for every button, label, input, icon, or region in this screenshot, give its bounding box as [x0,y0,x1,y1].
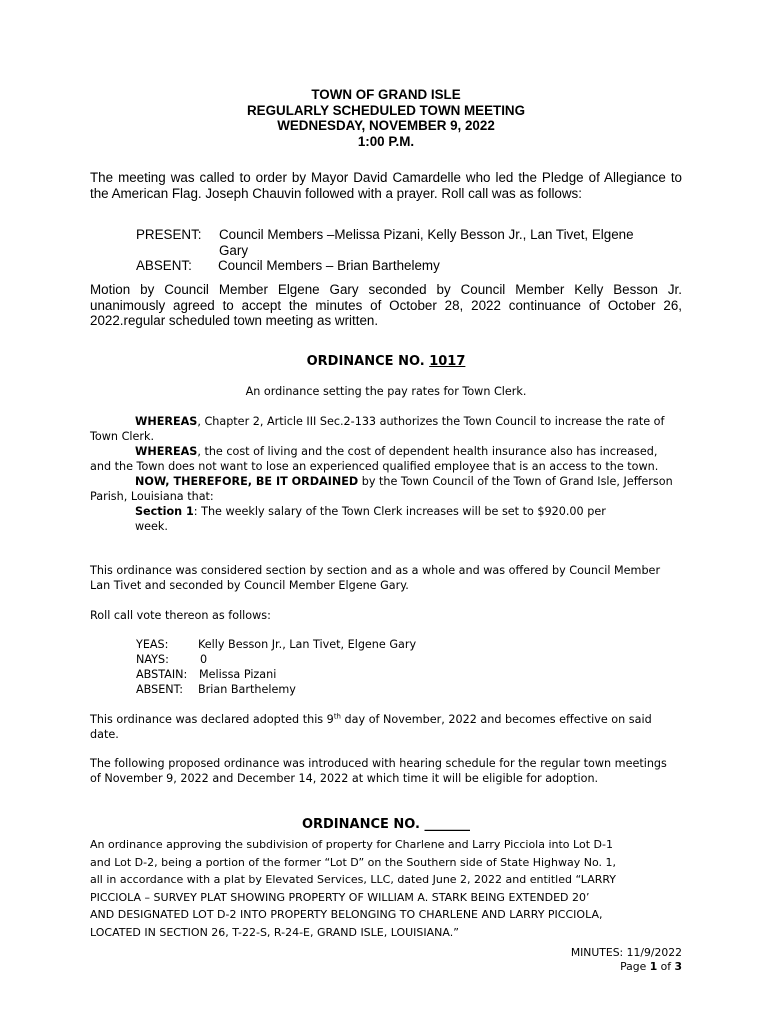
absent-row [136,258,684,274]
nays-value: 0 [200,653,208,666]
ordinance-blank-title: ORDINANCE NO. _______ [301,817,471,832]
intro-paragraph: The meeting was called to order by Mayor David Camardelle who led the Pledge of Allegiance to the American Flag. Joseph Chauvin followed with a prayer. Roll call was as follows: [90,170,682,201]
ordinance-2-line-1: An ordinance approving the subdivision of property for Charlene and Larry Picciola into Lot D-1 [90,838,613,851]
ordained-clause [90,474,675,504]
whereas-1-text: , Chapter 2, Article III Sec.2-133 authorizes the Town Council to increase the rate of Town Clerk. [90,415,665,443]
page-footer [571,946,682,974]
vote-absent-value: Brian Barthelemy [198,683,296,696]
whereas-2-bold: WHEREAS [135,445,198,458]
proposed-paragraph: The following proposed ordinance was introduced with hearing schedule for the regular town meetings of November 9, 2022 and December 14, 2022 at which time it will be eligible for adoption. [90,757,667,785]
yeas-label: YEAS: [136,638,169,651]
abstain-label: ABSTAIN: [136,668,188,681]
footer-page-number [571,960,682,974]
footer-minutes: MINUTES: 11/9/2022 [570,946,682,959]
adopted-post: day of November, 2022 and becomes effective on said date. [90,713,652,741]
present-row [136,227,684,243]
absent-label: ABSENT: [136,258,192,273]
vote-table [136,637,636,697]
ordinance-1017-title [90,354,682,369]
ordinance-number: 1017 [429,354,466,369]
page-total: 3 [674,960,682,973]
absent-value: Council Members – Brian Barthelemy [218,258,440,273]
ordinance-2-line-5: AND DESIGNATED LOT D-2 INTO PROPERTY BELONGING TO CHARLENE AND LARRY PICCIOLA, [90,908,603,922]
present-row-cont [136,243,684,259]
header-town: TOWN OF GRAND ISLE [311,87,461,102]
whereas-2 [90,444,675,474]
whereas-1 [90,414,675,444]
header-meeting: REGULARLY SCHEDULED TOWN MEETING [247,102,525,118]
section-1 [90,504,635,534]
adopted-paragraph [90,712,680,742]
ordinance-2-line-6: LOCATED IN SECTION 26, T-22-S, R-24-E, GRAND ISLE, LOUISIANA.” [90,925,459,939]
section-1-bold: Section 1 [135,505,194,518]
ordinance-1017-body [90,414,675,534]
adopted-superscript: th [333,712,341,721]
ordinance-2-line-3: all in accordance with a plat by Elevated Services, LLC, dated June 2, 2022 and entitled “LARRY [90,873,617,887]
ordained-text: by the Town Council of the Town of Grand Isle, Jefferson Parish, Louisiana that: [90,475,673,503]
section-1-text: : The weekly salary of the Town Clerk increases will be set to $920.00 per week. [135,505,606,533]
ordinance-2-line-2: and Lot D-2, being a portion of the former “Lot D” on the Southern side of State Highway No. 1, [90,855,616,869]
vote-row-abstain [136,667,636,682]
ordinance-title-prefix: ORDINANCE NO. [306,354,425,369]
header-time: 1:00 P.M. [357,133,415,149]
document-header [90,87,682,149]
rollcall-intro: Roll call vote thereon as follows: [90,609,271,622]
whereas-1-bold: WHEREAS [135,415,198,428]
attendance-block [136,227,684,274]
vote-absent-label: ABSENT: [136,683,184,696]
vote-row-nays [136,652,636,667]
page-prefix: Page [620,960,650,973]
page-of: of [657,960,675,973]
adopted-pre: This ordinance was declared adopted this 9 [90,713,334,726]
yeas-value: Kelly Besson Jr., Lan Tivet, Elgene Gary [198,638,417,651]
abstain-value: Melissa Pizani [199,668,277,681]
vote-row-yeas [136,637,636,652]
motion-paragraph: Motion by Council Member Elgene Gary seconded by Council Member Kelly Besson Jr. unanimously agreed to accept the minutes of October 28, 2022 continuance of October 26, 2022.regular scheduled town meeting as written. [90,282,682,328]
ordinance-1017-subtitle: An ordinance setting the pay rates for Town Clerk. [245,385,527,398]
ordinance-2-line-4: PICCIOLA – SURVEY PLAT SHOWING PROPERTY OF WILLIAM A. STARK BEING EXTENDED 20’ [90,890,590,904]
header-date: WEDNESDAY, NOVEMBER 9, 2022 [277,118,495,133]
ordinance-2-body [90,836,690,942]
nays-label: NAYS: [136,653,169,666]
page-current: 1 [649,960,658,973]
present-label: PRESENT: [136,227,202,242]
present-value-cont: Gary [219,242,249,258]
ordained-bold: NOW, THEREFORE, BE IT ORDAINED [135,475,359,488]
whereas-2-text: , the cost of living and the cost of dependent health insurance also has increased, and the Town does not want to lose an experienced qualified employee that is an access to the town. [90,445,659,473]
considered-paragraph: This ordinance was considered section by section and as a whole and was offered by Council Member Lan Tivet and seconded by Council Member Elgene Gary. [90,564,661,592]
present-value: Council Members –Melissa Pizani, Kelly Besson Jr., Lan Tivet, Elgene [219,227,634,242]
vote-row-absent [136,682,636,697]
